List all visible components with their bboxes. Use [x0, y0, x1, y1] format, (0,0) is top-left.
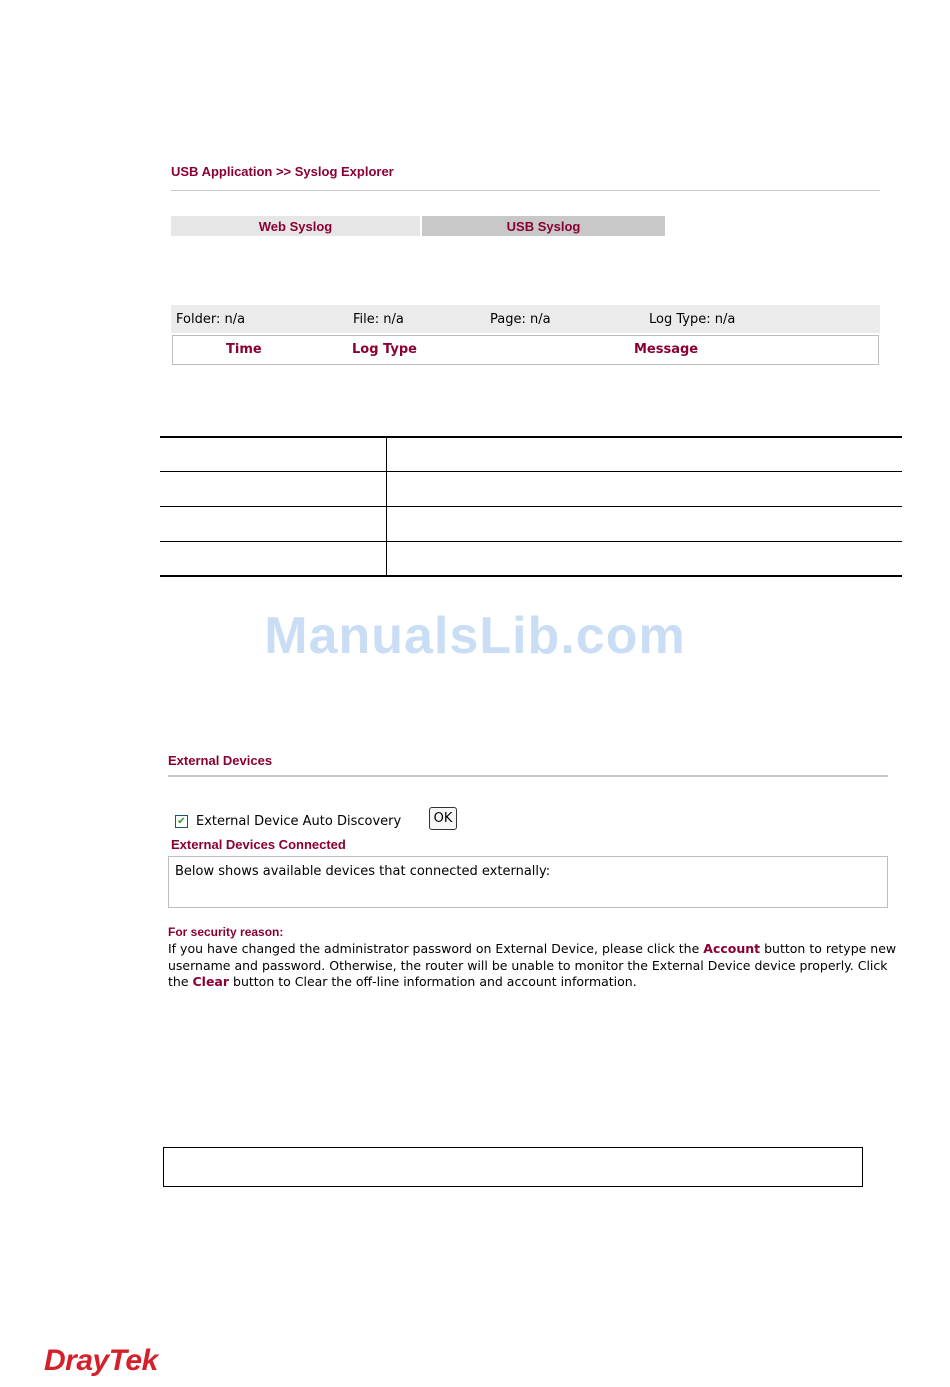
auto-discovery-checkbox[interactable]: ✔ — [175, 815, 188, 828]
log-type-info: Log Type: n/a — [649, 312, 736, 327]
tab-web-syslog[interactable]: Web Syslog — [171, 216, 420, 236]
security-title: For security reason: — [168, 925, 284, 939]
watermark: ManualsLib.com — [264, 607, 686, 665]
log-info-bar — [171, 305, 880, 333]
security-text — [168, 941, 898, 991]
tab-usb-syslog[interactable]: USB Syslog — [422, 216, 665, 236]
table-row-divider — [160, 541, 902, 542]
draytek-logo: DrayTek — [44, 1344, 158, 1377]
security-text-part: If you have changed the administrator password on External Device, please click the — [168, 941, 704, 956]
table-column-divider — [386, 437, 387, 577]
clear-link: Clear — [192, 974, 230, 989]
folder-info: Folder: n/a — [176, 312, 246, 327]
security-text-part: button to Clear the off-line information and account information. — [229, 974, 637, 989]
external-devices-title: External Devices — [168, 753, 273, 768]
table-row-divider — [160, 471, 902, 472]
note-box — [163, 1147, 863, 1187]
ok-button[interactable]: OK — [429, 807, 457, 830]
column-message: Message — [634, 342, 699, 357]
table-row-divider — [160, 506, 902, 507]
table-bottom-border — [160, 575, 902, 577]
table-top-border — [160, 436, 902, 438]
column-log-type: Log Type — [352, 342, 417, 357]
auto-discovery-label: External Device Auto Discovery — [196, 814, 402, 829]
log-table-header — [172, 335, 879, 365]
security-text-part: button to retype new username and password. Otherwise, the router will be unable to monitor the External Device device properly. Click the — [168, 941, 897, 989]
account-link: Account — [703, 941, 761, 956]
file-info: File: n/a — [353, 312, 404, 327]
breadcrumb: USB Application >> Syslog Explorer — [171, 164, 394, 179]
divider — [171, 190, 880, 191]
connected-devices-text: Below shows available devices that connected externally: — [175, 864, 551, 879]
divider — [168, 775, 888, 777]
connected-devices-title: External Devices Connected — [171, 837, 346, 852]
page-info: Page: n/a — [490, 312, 551, 327]
column-time: Time — [226, 342, 262, 357]
